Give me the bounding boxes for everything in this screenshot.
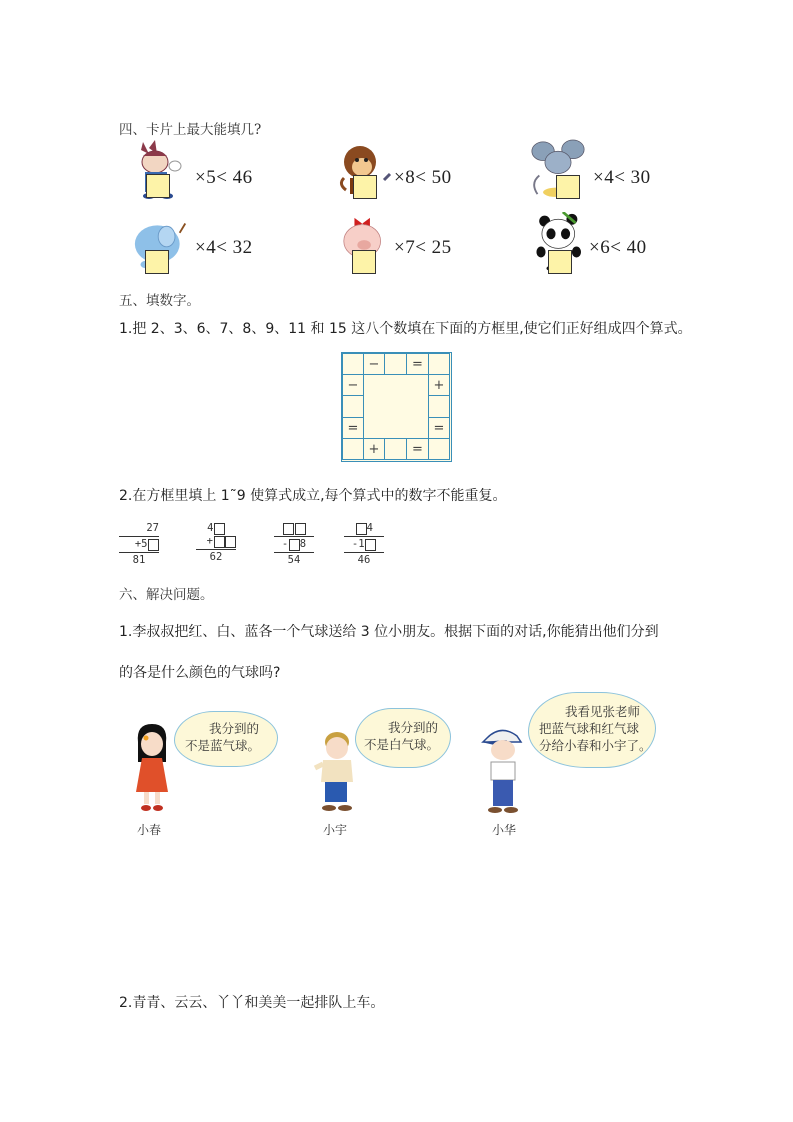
speech-line: 分给小春和小宇了。: [539, 738, 652, 753]
operand: +: [206, 535, 213, 547]
result: 62: [209, 551, 223, 563]
section-5-title: 五、填数字。: [119, 293, 200, 309]
grid-cell-operator: −: [363, 353, 385, 375]
grid-cell-operator: +: [363, 438, 385, 460]
question-5-1: 1.把 2、3、6、7、8、9、11 和 15 这八个数填在下面的方框里,使它们正好组成四个算式。: [119, 321, 692, 337]
speech-line: 不是白气球。: [364, 737, 440, 752]
blank-box[interactable]: [148, 539, 159, 551]
girl-xiaochun-icon: [132, 722, 172, 814]
grid-cell-input[interactable]: [428, 395, 450, 418]
grid-cell-input[interactable]: [342, 353, 364, 375]
top-number: 4: [366, 522, 373, 534]
card-problem-6: [533, 212, 733, 274]
blank-box[interactable]: [225, 536, 236, 548]
grid-cell-input[interactable]: [384, 353, 407, 375]
card-problem-4: [133, 214, 333, 276]
answer-card[interactable]: [146, 174, 170, 198]
blank-box[interactable]: [214, 536, 225, 548]
expression: ×4< 30: [593, 167, 651, 188]
grid-cell-operator: =: [342, 417, 364, 439]
speech-bubble-xiaochun: [174, 711, 278, 767]
vertical-problem-3: [274, 522, 314, 567]
speech-line: 我分到的: [388, 720, 439, 735]
expression: ×5< 46: [195, 167, 253, 188]
vertical-problem-4: [344, 522, 384, 567]
grid-cell-operator: −: [342, 374, 364, 396]
top-number: 27: [146, 522, 159, 534]
card-problem-1: [135, 140, 335, 202]
operand: -1: [351, 538, 365, 550]
kid-name-label: 小宇: [323, 823, 348, 837]
speech-bubble-xiaoyu: [355, 708, 451, 768]
section-6-title: 六、解决问题。: [119, 587, 214, 603]
answer-card[interactable]: [145, 250, 169, 274]
answer-card[interactable]: [556, 175, 580, 199]
card-problem-3: [530, 138, 730, 200]
expression: ×7< 25: [394, 237, 452, 258]
card-problem-2: [338, 140, 538, 202]
blank-box[interactable]: [289, 539, 300, 551]
top-number: 4: [207, 522, 214, 534]
grid-cell-operator: =: [406, 353, 429, 375]
answer-card[interactable]: [352, 250, 376, 274]
operand-suffix: 8: [299, 538, 307, 550]
expression: ×8< 50: [394, 167, 452, 188]
operand: -: [281, 538, 289, 550]
speech-line: 把蓝气球和红气球: [539, 721, 640, 736]
answer-card[interactable]: [548, 250, 572, 274]
grid-cell-operator: +: [428, 374, 450, 396]
speech-line: 我分到的: [209, 721, 260, 736]
blank-box[interactable]: [214, 523, 225, 535]
grid-cell-operator: =: [406, 438, 429, 460]
speech-bubble-xiaohua: [528, 692, 656, 768]
vertical-problem-1: [119, 522, 159, 567]
boy-xiaoyu-icon: [313, 728, 359, 814]
grid-cell-input[interactable]: [428, 438, 450, 460]
expression: ×6< 40: [589, 237, 647, 258]
expression: ×4< 32: [195, 237, 253, 258]
question-6-2: 2.青青、云云、丫丫和美美一起排队上车。: [119, 995, 385, 1011]
grid-cell-input[interactable]: [384, 438, 407, 460]
blank-box[interactable]: [283, 523, 294, 535]
kid-name-label: 小华: [492, 823, 517, 837]
vertical-problem-2: [196, 522, 236, 564]
blank-box[interactable]: [365, 539, 376, 551]
grid-cell-input[interactable]: [342, 395, 364, 418]
result: 46: [357, 554, 371, 566]
answer-card[interactable]: [353, 175, 377, 199]
operand: +5: [134, 538, 148, 550]
question-6-1-line-2: 的各是什么颜色的气球吗?: [119, 665, 281, 681]
section-4-title: 四、卡片上最大能填几?: [119, 122, 262, 138]
result: 54: [287, 554, 301, 566]
grid-cell-operator: =: [428, 417, 450, 439]
speech-line: 不是蓝气球。: [185, 738, 261, 753]
number-grid-puzzle: [341, 352, 452, 462]
grid-cell-input[interactable]: [342, 438, 364, 460]
blank-box[interactable]: [356, 523, 367, 535]
blank-box[interactable]: [295, 523, 306, 535]
kid-name-label: 小春: [137, 823, 162, 837]
speech-line: 我看见张老师: [565, 704, 641, 719]
question-6-1-line-1: 1.李叔叔把红、白、蓝各一个气球送给 3 位小朋友。根据下面的对话,你能猜出他们分到: [119, 624, 659, 640]
card-problem-5: [340, 214, 540, 276]
result: 81: [132, 554, 146, 566]
question-5-2: 2.在方框里填上 1˜9 使算式成立,每个算式中的数字不能重复。: [119, 488, 507, 504]
boy-xiaohua-icon: [477, 724, 529, 816]
grid-cell-input[interactable]: [428, 353, 450, 375]
